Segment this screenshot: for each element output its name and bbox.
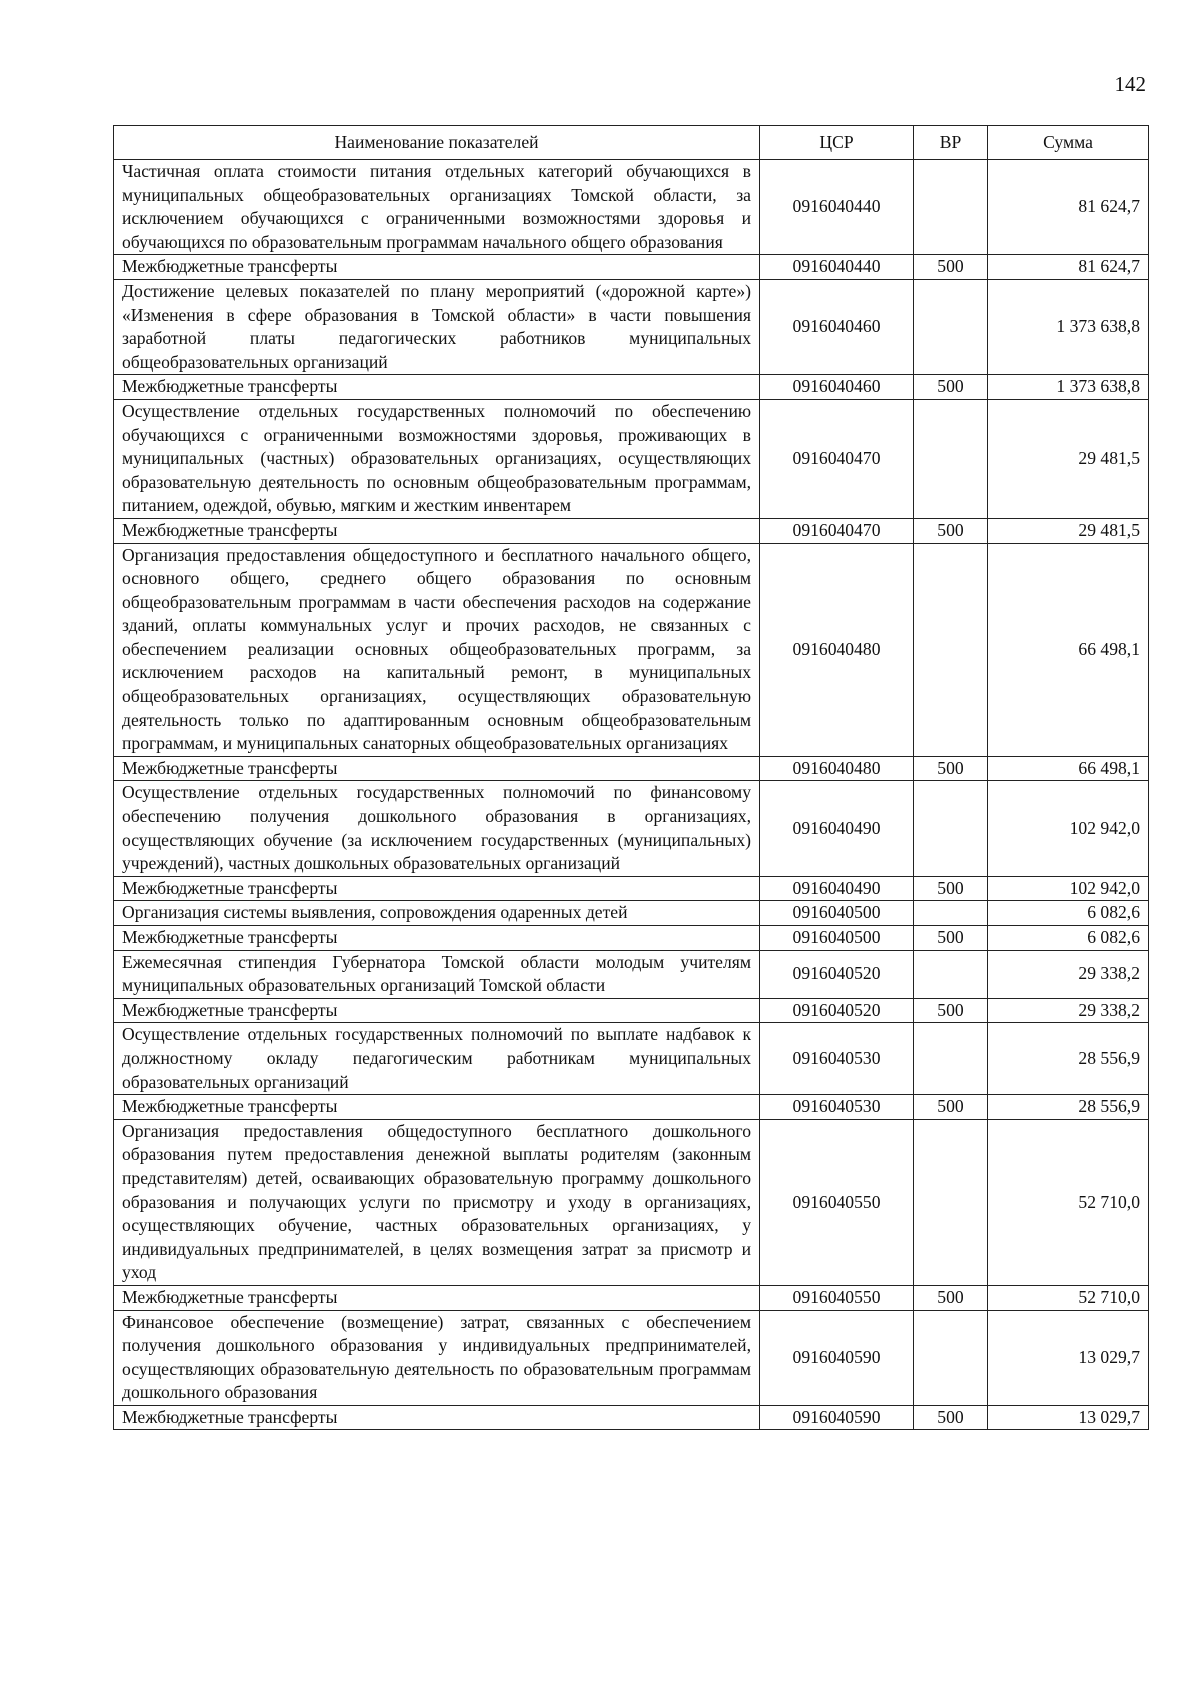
table-row	[114, 756, 1149, 781]
cell-name: Межбюджетные трансферты	[114, 756, 760, 781]
cell-name: Частичная оплата стоимости питания отдельных категорий обучающихся в муниципальных общеобразовательных организациях Томской области, за исключением обучающихся с ограниченными возможностями здоровья и обучающихся по образовательным программам начального общего образования	[114, 160, 760, 255]
cell-csr: 0916040470	[760, 518, 914, 543]
cell-vr	[914, 279, 988, 374]
cell-name: Межбюджетные трансферты	[114, 926, 760, 951]
cell-name: Ежемесячная стипендия Губернатора Томской области молодым учителям муниципальных образовательных организаций Томской области	[114, 950, 760, 998]
cell-csr: 0916040500	[760, 926, 914, 951]
cell-csr: 0916040590	[760, 1405, 914, 1430]
table-row	[114, 998, 1149, 1023]
cell-sum: 29 338,2	[988, 950, 1149, 998]
cell-vr: 500	[914, 1285, 988, 1310]
cell-sum: 81 624,7	[988, 255, 1149, 280]
table-row	[114, 1405, 1149, 1430]
cell-vr: 500	[914, 876, 988, 901]
cell-csr: 0916040530	[760, 1023, 914, 1095]
cell-vr: 500	[914, 756, 988, 781]
cell-csr: 0916040490	[760, 876, 914, 901]
cell-csr: 0916040460	[760, 375, 914, 400]
cell-csr: 0916040480	[760, 756, 914, 781]
cell-sum: 28 556,9	[988, 1023, 1149, 1095]
cell-name: Межбюджетные трансферты	[114, 1285, 760, 1310]
header-name: Наименование показателей	[114, 126, 760, 160]
cell-csr: 0916040550	[760, 1119, 914, 1285]
cell-vr	[914, 543, 988, 756]
header-vr: ВР	[914, 126, 988, 160]
cell-sum: 81 624,7	[988, 160, 1149, 255]
cell-csr: 0916040530	[760, 1095, 914, 1120]
cell-name: Организация предоставления общедоступного бесплатного дошкольного образования путем предоставления денежной выплаты родителям (законным представителям) детей, осваивающих образовательную программу дошкольного образования и получающих услуги по присмотру и уходу в организациях, осуществляющих обучение, частных образовательных организациях, у индивидуальных предпринимателей, в целях возмещения затрат за присмотр и уход	[114, 1119, 760, 1285]
cell-csr: 0916040590	[760, 1310, 914, 1405]
cell-sum: 13 029,7	[988, 1405, 1149, 1430]
table-row	[114, 399, 1149, 518]
cell-vr: 500	[914, 375, 988, 400]
cell-sum: 29 338,2	[988, 998, 1149, 1023]
table-row	[114, 279, 1149, 374]
cell-sum: 1 373 638,8	[988, 279, 1149, 374]
table-row	[114, 1310, 1149, 1405]
header-sum: Сумма	[988, 126, 1149, 160]
cell-csr: 0916040470	[760, 399, 914, 518]
table-row	[114, 1285, 1149, 1310]
cell-sum: 29 481,5	[988, 518, 1149, 543]
table-row	[114, 1023, 1149, 1095]
cell-name: Межбюджетные трансферты	[114, 255, 760, 280]
cell-name: Межбюджетные трансферты	[114, 518, 760, 543]
cell-name: Финансовое обеспечение (возмещение) затрат, связанных с обеспечением получения дошкольного образования у индивидуальных предпринимателей, осуществляющих образовательную деятельность по образовательным программам дошкольного образования	[114, 1310, 760, 1405]
header-csr: ЦСР	[760, 126, 914, 160]
table-row	[114, 926, 1149, 951]
cell-vr	[914, 1310, 988, 1405]
cell-sum: 28 556,9	[988, 1095, 1149, 1120]
cell-name: Достижение целевых показателей по плану мероприятий («дорожной карте») «Изменения в сфере образования в Томской области» в части повышения заработной платы педагогических работников муниципальных общеобразовательных организаций	[114, 279, 760, 374]
cell-name: Межбюджетные трансферты	[114, 1405, 760, 1430]
table-row	[114, 375, 1149, 400]
table-row	[114, 1095, 1149, 1120]
cell-vr	[914, 901, 988, 926]
cell-csr: 0916040520	[760, 950, 914, 998]
cell-name: Организация системы выявления, сопровождения одаренных детей	[114, 901, 760, 926]
cell-vr: 500	[914, 518, 988, 543]
cell-csr: 0916040490	[760, 781, 914, 876]
cell-name: Межбюджетные трансферты	[114, 998, 760, 1023]
table-header	[114, 126, 1149, 160]
table-body	[114, 160, 1149, 1430]
cell-vr: 500	[914, 255, 988, 280]
cell-vr: 500	[914, 1095, 988, 1120]
cell-name: Осуществление отдельных государственных полномочий по финансовому обеспечению получения дошкольного образования в организациях, осуществляющих обучение (за исключением государственных (муниципальных) учреждений), частных дошкольных образовательных организаций	[114, 781, 760, 876]
cell-vr	[914, 1119, 988, 1285]
table-row	[114, 781, 1149, 876]
table-row	[114, 255, 1149, 280]
cell-vr	[914, 160, 988, 255]
cell-vr: 500	[914, 926, 988, 951]
table-row	[114, 1119, 1149, 1285]
cell-sum: 6 082,6	[988, 901, 1149, 926]
cell-sum: 66 498,1	[988, 756, 1149, 781]
cell-vr	[914, 399, 988, 518]
cell-csr: 0916040480	[760, 543, 914, 756]
cell-sum: 66 498,1	[988, 543, 1149, 756]
table-row	[114, 543, 1149, 756]
cell-name: Осуществление отдельных государственных полномочий по обеспечению обучающихся с ограниченными возможностями здоровья, проживающих в муниципальных (частных) образовательных организациях, осуществляющих образовательную деятельность по основным общеобразовательным программам, питанием, одеждой, обувью, мягким и жестким инвентарем	[114, 399, 760, 518]
cell-vr: 500	[914, 1405, 988, 1430]
budget-table	[113, 125, 1149, 1430]
cell-name: Межбюджетные трансферты	[114, 876, 760, 901]
cell-csr: 0916040500	[760, 901, 914, 926]
cell-sum: 6 082,6	[988, 926, 1149, 951]
cell-vr	[914, 1023, 988, 1095]
table-row	[114, 901, 1149, 926]
table-row	[114, 518, 1149, 543]
table-row	[114, 876, 1149, 901]
cell-name: Осуществление отдельных государственных полномочий по выплате надбавок к должностному окладу педагогическим работникам муниципальных образовательных организаций	[114, 1023, 760, 1095]
page-number: 142	[1114, 72, 1146, 96]
cell-vr	[914, 781, 988, 876]
cell-csr: 0916040440	[760, 160, 914, 255]
cell-csr: 0916040440	[760, 255, 914, 280]
cell-csr: 0916040520	[760, 998, 914, 1023]
cell-csr: 0916040550	[760, 1285, 914, 1310]
cell-sum: 102 942,0	[988, 781, 1149, 876]
cell-vr: 500	[914, 998, 988, 1023]
cell-name: Организация предоставления общедоступного и бесплатного начального общего, основного общего, среднего общего образования по основным общеобразовательным программам в части обеспечения расходов на содержание зданий, оплаты коммунальных услуг и прочих расходов, не связанных с обеспечением реализации основных общеобразовательных программ, за исключением расходов на капитальный ремонт, в муниципальных общеобразовательных организациях, осуществляющих образовательную деятельность только по адаптированным основным общеобразовательным программам, и муниципальных санаторных общеобразовательных организациях	[114, 543, 760, 756]
cell-name: Межбюджетные трансферты	[114, 375, 760, 400]
table-row	[114, 950, 1149, 998]
cell-sum: 102 942,0	[988, 876, 1149, 901]
cell-sum: 52 710,0	[988, 1119, 1149, 1285]
cell-csr: 0916040460	[760, 279, 914, 374]
cell-sum: 29 481,5	[988, 399, 1149, 518]
cell-sum: 52 710,0	[988, 1285, 1149, 1310]
cell-vr	[914, 950, 988, 998]
cell-name: Межбюджетные трансферты	[114, 1095, 760, 1120]
table-row	[114, 160, 1149, 255]
cell-sum: 13 029,7	[988, 1310, 1149, 1405]
header-row	[114, 126, 1149, 160]
cell-sum: 1 373 638,8	[988, 375, 1149, 400]
